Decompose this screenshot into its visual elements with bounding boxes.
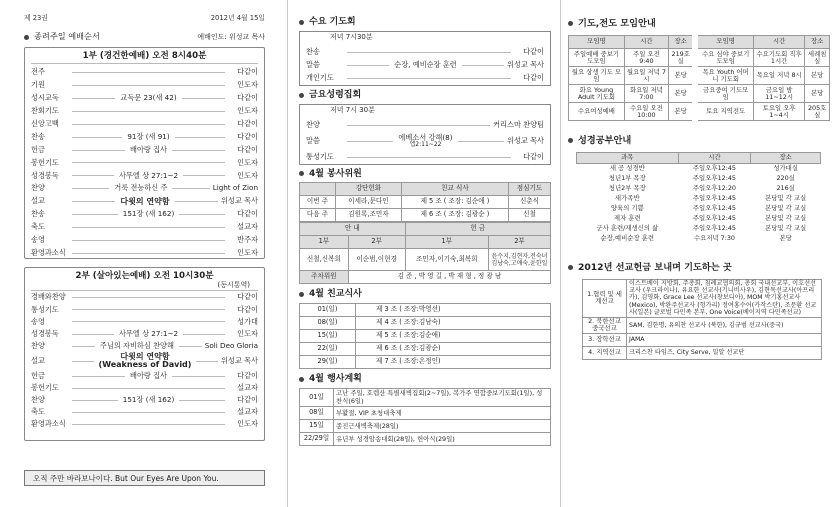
- table-cell: 본당및 각 교실: [765, 193, 807, 202]
- table-cell: 29(일): [300, 356, 356, 369]
- table-cell: 종진근새벽축제(28일): [334, 420, 551, 433]
- table-cell: 219호실: [668, 49, 695, 67]
- order-item-detail: 사무엘 상 27:1~2: [118, 328, 179, 338]
- order-item-label: 송영: [31, 316, 45, 326]
- table-cell: 본당: [668, 103, 695, 121]
- order-item-person: 다같이: [237, 67, 258, 77]
- order-item-person: 성가대: [237, 316, 258, 326]
- column-header: 모임명: [695, 36, 753, 49]
- bullet-icon: [568, 21, 573, 26]
- table-cell: 4. 지역선교: [583, 347, 627, 360]
- bulletin-column-3: [568, 0, 830, 507]
- column-header: 시간: [624, 36, 668, 49]
- table-cell: 제 5 조 ( 조장:김순애): [356, 330, 551, 343]
- issue-date: 2012년 4월 15일: [210, 14, 265, 22]
- table-row: [569, 103, 830, 121]
- order-item-person: 다같이: [237, 292, 258, 302]
- events-heading: 4월 행사계획: [299, 374, 555, 385]
- prayer-meetings-heading: 기도,전도 모임안내: [568, 18, 830, 29]
- order-item-person: 인도자: [237, 80, 258, 90]
- friday-meeting-heading: 금요성령집회: [299, 90, 555, 101]
- bullet-icon: [299, 93, 304, 98]
- table-cell: 새가족반: [614, 193, 640, 202]
- table-row: [300, 420, 551, 433]
- friday-time: 저녁 7시 30분: [330, 105, 375, 114]
- table-cell: 유년부 성경암송대회(28일), 헌아식(29일): [334, 433, 551, 446]
- prayer-meetings-table: [568, 35, 830, 121]
- order-item-person: 인도자: [237, 419, 258, 429]
- order-row: [25, 144, 264, 157]
- table-cell: 01(일): [300, 304, 356, 317]
- order-item-person: Light of Zion: [212, 183, 258, 193]
- worship-order-title: 종려주일 예배순서: [34, 31, 100, 42]
- order-item-label: 통성기도: [306, 151, 334, 161]
- order-item-person: 설교자: [237, 222, 258, 232]
- order-item-label: 찬회기도: [31, 106, 59, 116]
- table-cell: 2. 북한선교 중국선교: [583, 317, 627, 333]
- bullet-icon: [24, 35, 29, 40]
- order-item-label: 찬양: [306, 119, 320, 129]
- order-row: [25, 92, 264, 105]
- column-divider: [287, 0, 288, 507]
- interpretation-note: (동시통역): [31, 281, 258, 290]
- column-divider: [560, 0, 561, 507]
- order-item-person: 커리스마 찬양팀: [493, 119, 544, 129]
- table-cell: 본당: [668, 85, 695, 103]
- order-item-label: 환영과소식: [31, 419, 66, 429]
- order-item-detail: 순장, 예비순장 훈련: [394, 59, 457, 69]
- table-row: [583, 317, 822, 333]
- table-cell: 15일: [300, 420, 334, 433]
- wednesday-time: 저녁 7시30분: [330, 32, 373, 41]
- order-item-label: 환영과소식: [31, 247, 66, 257]
- second-service-box: [24, 267, 265, 441]
- table-row: [577, 204, 821, 214]
- first-service-title: 1부 (경건한예배) 오전 8시40분: [31, 48, 258, 64]
- order-item-label: 성경봉독: [31, 328, 59, 338]
- table-row: 주차위원 김 준 , 박 영 길 , 박 재 형 , 정 광 남: [300, 271, 551, 284]
- table-cell: 화요 Young Adult 기도회: [569, 85, 625, 103]
- order-row: [25, 352, 264, 370]
- table-cell: 01일: [300, 388, 334, 406]
- table-cell: 제 7 조 ( 조장:온정인): [356, 356, 551, 369]
- order-row: [25, 79, 264, 92]
- first-service-box: [24, 47, 265, 259]
- order-item-person: 다같이: [523, 72, 544, 82]
- order-item-label: 설교: [31, 196, 45, 206]
- table-row: [300, 330, 551, 343]
- service-committee-heading: 4월 봉사위원: [299, 169, 555, 180]
- table-row: [300, 317, 551, 330]
- issue-header: [24, 14, 265, 22]
- order-row: [25, 195, 264, 208]
- table-row: [577, 214, 821, 224]
- bulletin-column-2: [295, 0, 555, 507]
- order-item-label: 말씀: [306, 59, 320, 69]
- table-cell: 군사 훈련/재생신의 삶: [596, 223, 659, 232]
- friday-meeting-box: [299, 104, 551, 165]
- order-item-label: 설교: [31, 355, 45, 365]
- order-item-label: 말씀: [306, 135, 320, 145]
- table-cell: 본당및 각 교실: [765, 223, 807, 232]
- table-cell: 08(일): [300, 317, 356, 330]
- table-cell: 이스트베이 지방회, 주총회, 침례교협의회, 총회 국내선교부, 이호선선교사 (우크라이나), 유요한 선교사(기니비사우), 김현목선교사(아프리카), 김영화, Grace Lee 선교사(창보디아), MOM 박기홍선교사 (Mexico), 박완주선교사 (헝가리) 정여홍수어(카작스탄), 조문환 선교사(일본) 글로벌 다민족 본부, One Voice(베이지역 다민족선교): [627, 279, 822, 317]
- table-row: [577, 194, 821, 204]
- fellowship-meal-table: [299, 303, 551, 369]
- order-item-detail: 다윗의 연약함: [120, 196, 170, 206]
- bulletin-column-1: [0, 0, 285, 507]
- events-table: [299, 388, 551, 446]
- order-item-label: 신앙고백: [31, 119, 59, 128]
- column-header: 장소: [805, 36, 830, 49]
- table-cell: 순장,예비순장 훈련: [600, 233, 654, 242]
- order-item-person: Soli Deo Gloria: [204, 340, 258, 350]
- order-item-person: 다같이: [237, 131, 258, 141]
- table-cell: 부활절, VIP 초청대축제: [334, 407, 551, 420]
- order-item-person: 다같이: [237, 209, 258, 219]
- table-row: [577, 174, 821, 184]
- order-item-detail: 91장 (새 91): [127, 131, 170, 141]
- order-row: [300, 151, 550, 164]
- order-item-label: 찬송: [31, 131, 45, 141]
- table-cell: 수요 심야 중보기도모임: [695, 49, 753, 67]
- table-cell: 성가대실: [773, 163, 799, 172]
- table-cell: 토요일 오후 1~4시: [753, 103, 805, 121]
- column-header: 장소: [751, 153, 821, 164]
- column-header: 모임명: [569, 36, 625, 49]
- table-cell: JAMA: [627, 334, 822, 347]
- table-cell: 주일오후12:20: [692, 183, 736, 192]
- table-cell: 본당: [805, 85, 830, 103]
- order-item-detail-main: 다윗의 연약함: [120, 351, 170, 361]
- table-row: [300, 356, 551, 369]
- bullet-icon: [299, 292, 304, 297]
- bullet-icon: [568, 138, 573, 143]
- table-row: [300, 407, 551, 420]
- table-cell: 크리스찬 타임즈, City Serve, 밀알 선교단: [627, 347, 822, 360]
- table-cell: 월요 상생 기도 모임: [569, 67, 625, 85]
- order-item-person: 다같이: [237, 370, 258, 380]
- order-row: [300, 119, 550, 132]
- order-row: [25, 66, 264, 79]
- table-cell: 본당: [805, 67, 830, 85]
- table-cell: 1.협력 및 세계선교: [583, 279, 627, 317]
- order-item-label: 찬송: [31, 209, 45, 219]
- table-cell: 새 공 성경반: [609, 163, 645, 172]
- table-cell: 금요중여 기도모임: [695, 85, 753, 103]
- table-cell: 목요 Youth 어머니 기도회: [695, 67, 753, 85]
- order-row: [25, 394, 264, 406]
- table-cell: 본당: [668, 67, 695, 85]
- order-row: [25, 328, 264, 340]
- order-item-label: 찬양: [31, 395, 45, 405]
- order-item-label: 봉헌기도: [31, 157, 59, 167]
- order-row: [300, 72, 550, 85]
- order-item-detail: 사무엘 상 27:1~2: [118, 170, 179, 180]
- column-header: 시간: [753, 36, 805, 49]
- order-item-person: 다같이: [237, 304, 258, 314]
- order-row: [25, 182, 264, 195]
- order-item-person: 인도자: [237, 157, 258, 167]
- table-row: [577, 224, 821, 234]
- order-item-label: 봉헌기도: [31, 383, 59, 393]
- table-row: [300, 388, 551, 406]
- table-cell: 220실: [776, 173, 795, 182]
- order-row: [25, 304, 264, 316]
- order-row: [25, 247, 264, 260]
- service-committee-table: 강단헌화 친교 식사 점심기도 이번 주 이세라,문다인 제 5 조 ( 조장: 김순애 ) 신춘식 다음 주 김원록,조민자 제 6 조 ( 조장: 김광순 ) 신철: [299, 182, 551, 222]
- table-row: [577, 184, 821, 194]
- order-item-label: 송영: [31, 235, 45, 245]
- table-cell: 월요일 저녁 7시: [624, 67, 668, 85]
- order-item-detail: 151장 (새 162): [122, 209, 175, 219]
- table-row: [583, 347, 822, 360]
- order-item-person: 다같이: [237, 395, 258, 405]
- order-item-label: 찬송: [306, 46, 320, 56]
- order-item-person: 설교자: [237, 407, 258, 417]
- wednesday-prayer-heading: 수요 기도회: [299, 17, 555, 28]
- order-item-label: 성시교독: [31, 93, 59, 103]
- order-item-label: 통성기도: [31, 304, 59, 314]
- column-header: 과목: [577, 153, 679, 164]
- order-row: [25, 221, 264, 234]
- table-row: [300, 304, 551, 317]
- order-row: [25, 370, 264, 382]
- worship-order-header: [24, 32, 265, 42]
- order-item-detail-main: 에베소서 강해(8): [398, 133, 453, 143]
- order-item-label: 헌금: [31, 144, 45, 154]
- table-cell: 청년2부 목장: [608, 183, 646, 192]
- table-row: [300, 433, 551, 446]
- order-item-person: 반주자: [237, 235, 258, 245]
- table-cell: 08일: [300, 407, 334, 420]
- table-cell: 216실: [776, 183, 795, 192]
- order-item-label: 헌금: [31, 370, 45, 380]
- table-cell: 제 4 조 ( 조장:김남숙): [356, 317, 551, 330]
- order-row: [25, 131, 264, 144]
- order-item-label: 찬양: [31, 340, 45, 350]
- order-item-detail: 거룩 전능하신 주: [114, 183, 168, 193]
- table-cell: 주일오후12:45: [692, 163, 736, 172]
- order-row: [300, 59, 550, 72]
- table-cell: 제 6 조 ( 조장:김광순): [356, 343, 551, 356]
- order-item-label: 전주: [31, 67, 45, 77]
- order-item-label: 축도: [31, 407, 45, 417]
- order-item-person: 위성교 목사: [506, 59, 544, 69]
- order-row: [25, 157, 264, 170]
- table-row: [577, 164, 821, 174]
- table-row: [577, 234, 821, 244]
- order-row: [25, 105, 264, 118]
- table-cell: 본당및 각 교실: [765, 203, 807, 212]
- order-item-detail: 배아랑 집사: [130, 370, 168, 380]
- table-cell: 본당: [779, 233, 792, 242]
- order-item-detail: 151장 (새 162): [122, 395, 175, 405]
- order-row: [25, 382, 264, 394]
- order-row: [25, 340, 264, 352]
- table-cell: 주일예배 중보기도모임: [569, 49, 625, 67]
- table-cell: 세례침실: [805, 49, 830, 67]
- mission-heading: 2012년 선교헌금 보내며 기도하는 곳: [568, 262, 830, 273]
- order-item-label: 찬양: [31, 183, 45, 193]
- table-cell: 15(일): [300, 330, 356, 343]
- order-item-person: 설교자: [237, 383, 258, 393]
- worship-leader: 예배인도: 위성교 목사: [197, 32, 265, 41]
- bullet-icon: [299, 377, 304, 382]
- order-item-detail: 교독문 23(새 42): [120, 93, 177, 103]
- table-cell: SAM, 김한명, 유의찬 선교사 (북한), 김규범 선교사(중국): [627, 317, 822, 333]
- wednesday-prayer-box: [299, 31, 551, 86]
- table-row: [583, 334, 822, 347]
- issue-number: 제 23권: [24, 14, 48, 22]
- table-cell: 주일 오전 9:40: [624, 49, 668, 67]
- bullet-icon: [299, 20, 304, 25]
- table-cell: 205호실: [805, 103, 830, 121]
- table-cell: 제자 훈련: [613, 213, 641, 222]
- order-item-detail: [97, 353, 194, 370]
- table-cell: 수요여성예배: [569, 103, 625, 121]
- table-cell: 제 3 조 ( 조장:박영선): [356, 304, 551, 317]
- table-cell: 수요저녁 7:30: [693, 233, 735, 242]
- order-row: [300, 132, 550, 151]
- table-row: [300, 343, 551, 356]
- order-item-detail: [396, 134, 454, 148]
- order-item-label: 개인기도: [306, 72, 334, 82]
- fellowship-meal-heading: 4월 친교식사: [299, 289, 555, 300]
- second-service-title: 2부 (살아있는예배) 오전 10시30분: [75, 271, 214, 281]
- table-cell: 토요 지역전도: [695, 103, 753, 121]
- order-item-person: 다같이: [237, 119, 258, 128]
- table-cell: 주일오후12:45: [692, 213, 736, 222]
- order-item-detail: 배아랑 집사: [130, 144, 168, 154]
- order-item-detail: 주님의 자비하심 찬양해: [99, 340, 174, 350]
- order-row: [25, 234, 264, 247]
- order-item-detail-sub: 엡2:11~22: [409, 140, 442, 148]
- table-row: 신철,신복희 이순범,이현경 조민자,이기숙,최복희 윤수지,김현자,전숙녀 김낭숙,고애숙,윤한일: [300, 249, 551, 271]
- table-cell: 주일오후12:45: [692, 173, 736, 182]
- bible-study-table: [576, 152, 821, 244]
- order-item-label: 축도: [31, 222, 45, 232]
- table-cell: 3. 장학선교: [583, 334, 627, 347]
- table-cell: 22(일): [300, 343, 356, 356]
- order-row: [25, 292, 264, 304]
- order-row: [25, 118, 264, 131]
- order-row: [25, 419, 264, 431]
- order-item-person: 위성교 목사: [220, 196, 258, 206]
- order-item-person: 다같이: [237, 144, 258, 154]
- motto-banner: 오직 주만 바라보나이다. But Our Eyes Are Upon You.: [24, 470, 265, 486]
- order-item-person: 인도자: [237, 328, 258, 338]
- order-row: [25, 407, 264, 419]
- table-row: [569, 85, 830, 103]
- table-cell: 목요일 저녁 8시: [753, 67, 805, 85]
- table-cell: 본당및 각 교실: [765, 213, 807, 222]
- bullet-icon: [568, 265, 573, 270]
- table-row: [569, 49, 830, 67]
- table-row: 다음 주 김원록,조민자 제 6 조 ( 조장: 김광순 ) 신철: [300, 209, 551, 222]
- order-item-person: 인도자: [237, 170, 258, 180]
- column-header: 시간: [678, 153, 751, 164]
- order-item-person: 인도자: [237, 247, 258, 257]
- bullet-icon: [299, 171, 304, 176]
- bible-study-heading: 성경공부안내: [568, 135, 830, 146]
- usher-offering-table: 안 내 헌 금 1부 2부 1부 2부 신철,신복희 이순범,이현경 조민자,이기숙,최복희 윤수지,김현자,전숙녀 김낭숙,고애숙,윤한일 주차위원 김 준 , 박 영 길 , 박 재 형 , 정 광 남: [299, 222, 551, 284]
- table-cell: 주일오후12:45: [692, 203, 736, 212]
- order-item-person: 다같이: [523, 46, 544, 56]
- order-row: [25, 169, 264, 182]
- order-item-person: 다같이: [523, 151, 544, 161]
- table-cell: 금요일 밤 11~12시: [753, 85, 805, 103]
- order-row: [300, 46, 550, 59]
- order-item-person: 다같이: [237, 93, 258, 103]
- table-row: [583, 279, 822, 317]
- order-item-person: 인도자: [237, 106, 258, 116]
- table-cell: 청년1부 목장: [608, 173, 646, 182]
- table-cell: 수요기도회 직후 1시간: [753, 49, 805, 67]
- table-cell: 22/29일: [300, 433, 334, 446]
- table-row: [569, 67, 830, 85]
- table-cell: 주일오후12:45: [692, 193, 736, 202]
- table-cell: 고난 주일, 호렙산 특별새벽집회(2~7일), 복가주 연합중보기도회(1일), 성찬식(6일): [334, 388, 551, 406]
- table-cell: 주일오후12:45: [692, 223, 736, 232]
- mission-table: [582, 279, 822, 361]
- order-row: [25, 208, 264, 221]
- order-item-person: 위성교 목사: [220, 355, 258, 365]
- table-row: 이번 주 이세라,문다인 제 5 조 ( 조장: 김순애 ) 신춘식: [300, 196, 551, 209]
- table-cell: 수요일 오전 10:00: [624, 103, 668, 121]
- column-header: 장소: [668, 36, 695, 49]
- table-cell: 화요일 저녁7:00: [624, 85, 668, 103]
- order-item-person: 위성교 목사: [506, 135, 544, 145]
- table-cell: 양육의 기쁨: [610, 203, 644, 212]
- order-item-label: 성경봉독: [31, 170, 59, 180]
- order-item-label: 경배와찬양: [31, 292, 66, 302]
- order-item-label: 기원: [31, 80, 45, 90]
- order-item-detail-sub: (Weakness of David): [98, 360, 192, 370]
- order-row: [25, 316, 264, 328]
